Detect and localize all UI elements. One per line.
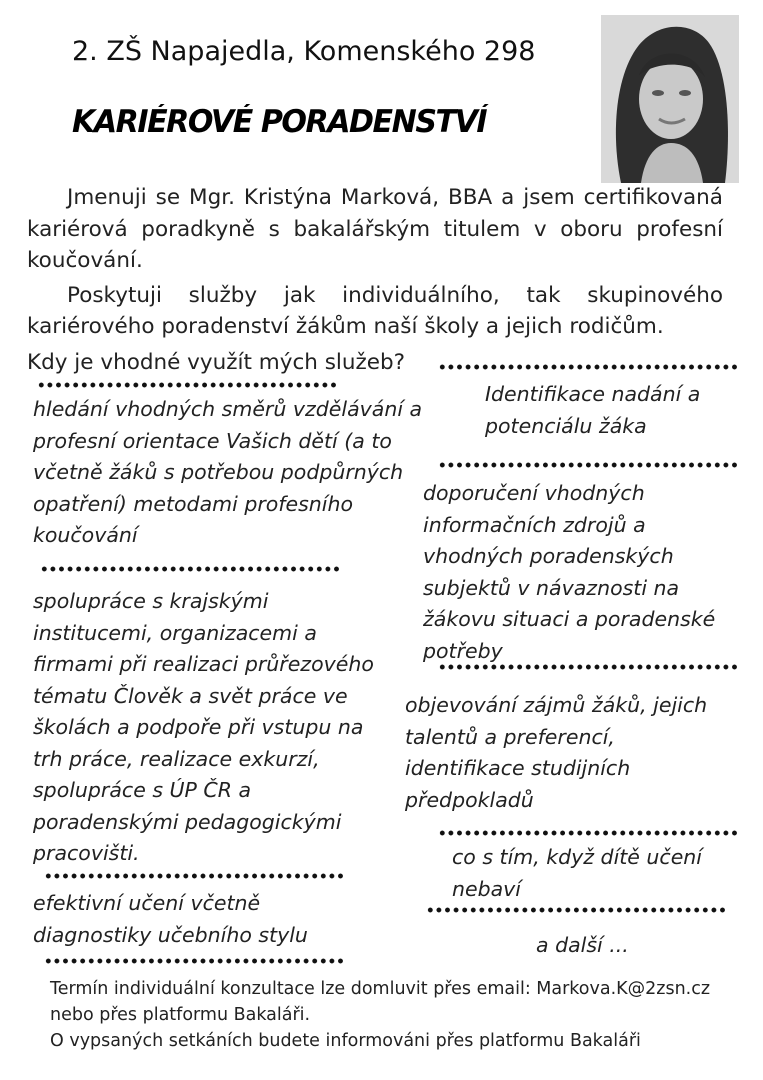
service-item-right-4: co s tím, když dítě učení nebaví <box>452 845 702 901</box>
services-question: Kdy je vhodné využít mých služeb? <box>27 350 406 375</box>
footer-note <box>50 976 710 1054</box>
dotted-divider <box>44 958 344 964</box>
service-item-right-1: Identifikace nadání a potenciálu žáka <box>485 382 701 438</box>
dotted-divider <box>40 566 340 572</box>
intro-paragraph-2: Poskytuji služby jak individuálního, tak skupinového kariérového poradenství žákům naší školy a jejich rodičům. <box>27 282 723 339</box>
dotted-divider <box>44 873 344 879</box>
service-item-left-3: efektivní učení včetně diagnostiky učebního stylu <box>33 891 308 947</box>
service-item-right-5: a další ... <box>536 933 629 957</box>
footer-line-1: Termín individuální konzultace lze domluvit přes email: Markova.K@2zsn.cz <box>50 979 711 999</box>
intro-text <box>27 182 723 343</box>
dotted-divider <box>438 364 738 370</box>
dotted-divider <box>438 462 738 468</box>
footer-line-2: nebo přes platformu Bakaláři. <box>50 1005 311 1025</box>
intro-paragraph-1: Jmenuji se Mgr. Kristýna Marková, BBA a jsem certifikovaná kariérová poradkyně s bakalářským titulem v oboru profesní koučování. <box>27 185 723 273</box>
portrait-photo <box>601 15 739 183</box>
dotted-divider <box>438 830 738 836</box>
page-title: KARIÉROVÉ PORADENSTVÍ <box>72 104 487 140</box>
footer-line-3: O vypsaných setkáních budete informováni přes platformu Bakaláři <box>50 1031 641 1051</box>
service-item-right-3: objevování zájmů žáků, jejich talentů a preferencí, identifikace studijních předpokladů <box>405 693 708 812</box>
service-item-left-2: spolupráce s krajskými institucemi, organizacemi a firmami při realizaci průřezového tématu Člověk a svět práce ve školách a podpoře při vstupu na trh práce, realizace exkurzí, spolupráce s ÚP ČR a poradenskými pedagogickými pracovišti. <box>33 589 374 865</box>
dotted-divider <box>426 907 726 913</box>
dotted-divider <box>37 382 337 388</box>
school-name: 2. ZŠ Napajedla, Komenského 298 <box>72 36 536 67</box>
service-item-left-1: hledání vhodných směrů vzdělávání a profesní orientace Vašich dětí (a to včetně žáků s potřebou podpůrných opatření) metodami profesního koučování <box>33 397 423 547</box>
service-item-right-2: doporučení vhodných informačních zdrojů a vhodných poradenských subjektů v návaznosti na žákovu situaci a poradenské potřeby <box>423 481 716 663</box>
dotted-divider <box>438 664 738 670</box>
